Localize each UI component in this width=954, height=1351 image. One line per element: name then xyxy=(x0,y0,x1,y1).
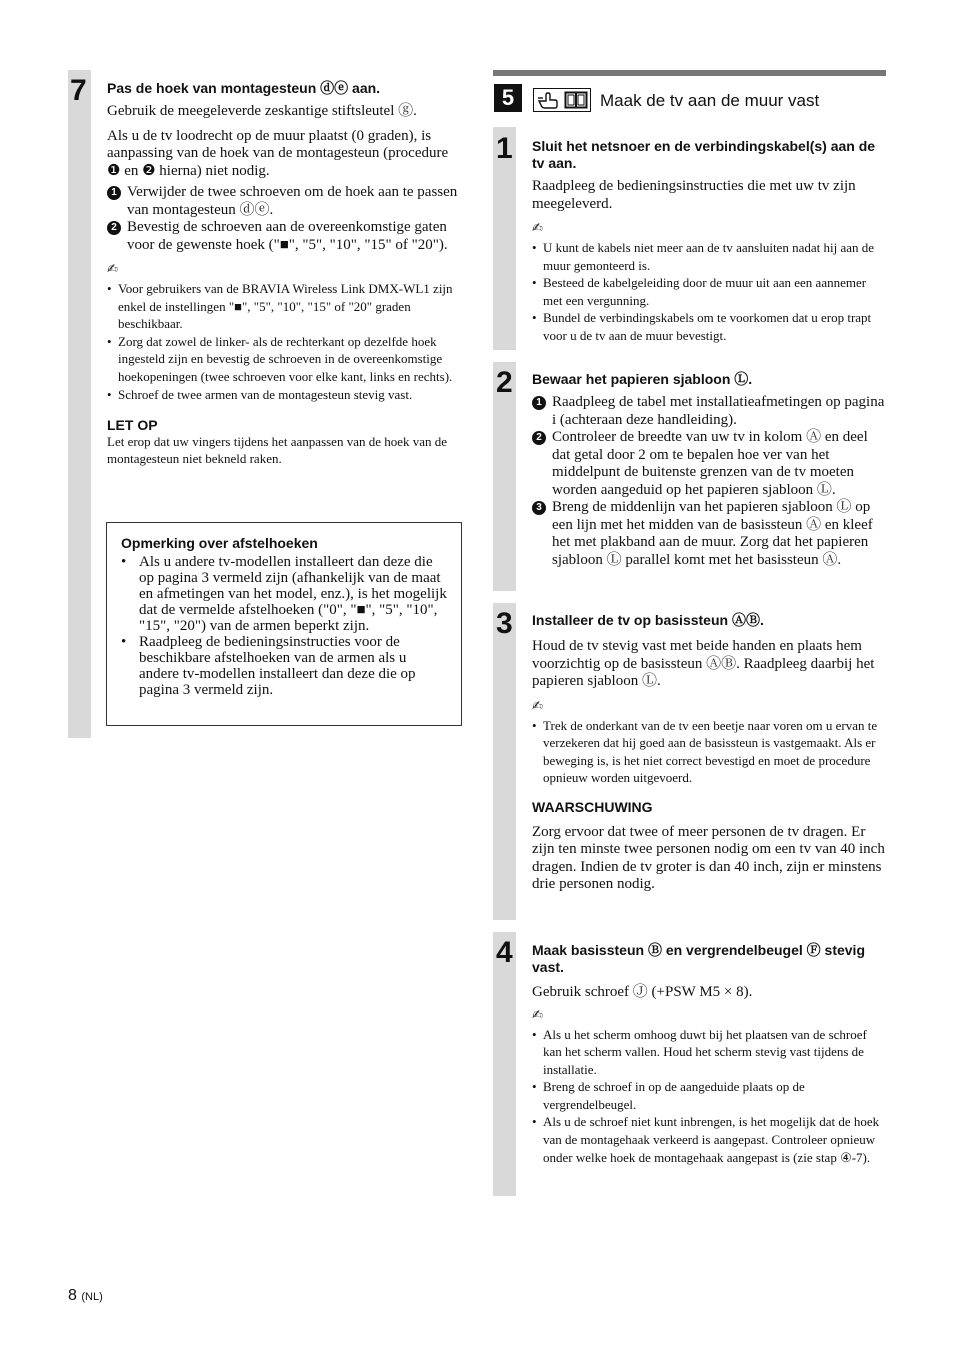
step-2-content xyxy=(532,371,886,569)
note-pencil-icon: ✍ xyxy=(532,221,543,236)
circled-number: 1 xyxy=(532,396,546,410)
section-top-rule xyxy=(493,70,886,76)
circled-number: 2 xyxy=(107,221,121,235)
note-pencil-icon: ✍ xyxy=(532,698,543,714)
step-3-body: Houd de tv stevig vast met beide handen en plaats hem voorzichtig op de basissteun ⒶⒷ. Raadpleeg daarbij het papieren sjabloon Ⓛ. xyxy=(532,638,875,689)
step-4-body: Gebruik schroef Ⓙ (+PSW M5 × 8). xyxy=(532,984,753,1000)
step-4-number: 4 xyxy=(496,936,512,969)
hand-pointer-icon xyxy=(537,91,559,109)
circled-number: 2 xyxy=(532,431,546,445)
step-3-notes xyxy=(532,717,886,787)
note-item: • Trek de onderkant van de tv een beetje naar voren om u ervan te verzekeren dat hij goed aan de basissteun is vastgemaakt. Als er beweging is, is het niet correct bevestigd en moet de procedure opnieuw worden uitgevoerd. xyxy=(532,717,886,787)
note-item: • Voor gebruikers van de BRAVIA Wireless Link DMX-WL1 zijn enkel de instellingen "■", "5", "10", "15" of "20" graden beschikbaar. xyxy=(107,280,462,333)
section-number: 5 xyxy=(494,84,522,112)
caution-text: Let erop dat uw vingers tijdens het aanpassen van de hoek van de montagesteun niet bekneld raken. xyxy=(107,434,448,466)
step-3-content xyxy=(532,612,886,898)
step-4-bar xyxy=(493,932,516,1196)
section-icons xyxy=(533,88,591,112)
page-number: 8 xyxy=(68,1287,77,1304)
step-1-number: 1 xyxy=(496,132,512,165)
step-3-number: 3 xyxy=(496,607,512,640)
step-7-title: Pas de hoek van montagesteun ⓓⓔ aan. xyxy=(107,80,381,96)
procedure-item xyxy=(107,219,462,254)
procedure-text: Verwijder de twee schroeven om de hoek aan te passen van montagesteun ⓓⓔ. xyxy=(127,184,458,218)
step-4-notes xyxy=(532,1026,886,1167)
step-2-procedure xyxy=(532,394,886,569)
procedure-text: Raadpleeg de tabel met installatieafmetingen op pagina i (achteraan deze handleiding). xyxy=(552,394,885,428)
step-7-para-1: Gebruik de meegeleverde zeskantige stiftsleutel ⓖ. xyxy=(107,103,417,119)
page-footer xyxy=(68,1287,103,1305)
adjustment-angle-note-box xyxy=(106,522,462,726)
step-3-bar xyxy=(493,603,516,920)
box-title: Opmerking over afstelhoeken xyxy=(121,535,318,551)
note-pencil-icon: ✍ xyxy=(107,262,118,277)
step-3-title: Installeer de tv op basissteun ⒶⒷ. xyxy=(532,612,764,628)
procedure-item xyxy=(532,499,886,569)
box-list-item: • Raadpleeg de bedieningsinstructies voor de beschikbare afstelhoeken van de armen als u andere tv-modellen installeert dan deze die op pagina 3 vermeld zijn. xyxy=(121,634,447,698)
procedure-text: Controleer de breedte van uw tv in kolom Ⓐ en deel dat getal door 2 om te bepalen hoe ver van het middelpunt de buitenste grenzen van de tv moeten worden aangeduid op het papieren sjabloon Ⓛ. xyxy=(552,429,868,498)
note-item: • Als u de schroef niet kunt inbrengen, is het mogelijk dat de hoek van de montagehaak verkeerd is aangepast. Controleer opnieuw onder welke hoek de montagehaak aangepast is (zie stap ④-7). xyxy=(532,1113,886,1166)
note-item: • Besteed de kabelgeleiding door de muur uit aan een aannemer met een vergunning. xyxy=(532,274,886,309)
step-7-number: 7 xyxy=(70,74,86,107)
note-item: • Zorg dat zowel de linker- als de rechterkant op dezelfde hoek ingesteld zijn en bevestig de schroeven in de overeenkomstige hoekopeningen (twee schroeven voor elke kant, links en rechts). xyxy=(107,333,462,386)
procedure-text: Breng de middenlijn van het papieren sjabloon Ⓛ op een lijn met het midden van de basissteun Ⓐ en kleef het met plakband aan de muur. Zorg dat het papieren sjabloon Ⓛ parallel komt met het basissteun Ⓐ. xyxy=(552,499,873,568)
procedure-item xyxy=(107,184,462,219)
box-list xyxy=(121,554,447,698)
step-1-notes xyxy=(532,239,886,345)
step-4-content xyxy=(532,942,886,1166)
step-4-title: Maak basissteun Ⓑ en vergrendelbeugel Ⓕ stevig vast. xyxy=(532,942,865,975)
step-7-procedure xyxy=(107,184,462,254)
procedure-item xyxy=(532,394,886,429)
note-item: • Bundel de verbindingskabels om te voorkomen dat u erop trapt voor u de tv aan de muur bevestigt. xyxy=(532,309,886,344)
step-1-title: Sluit het netsnoer en de verbindingskabel(s) aan de tv aan. xyxy=(532,138,876,171)
procedure-item xyxy=(532,429,886,499)
caution-title: LET OP xyxy=(107,417,158,434)
book-icon xyxy=(564,91,588,109)
step-7-content xyxy=(107,80,462,467)
step-1-body: Raadpleeg de bedieningsinstructies die met uw tv zijn meegeleverd. xyxy=(532,178,856,212)
warning-title: WAARSCHUWING xyxy=(532,798,653,815)
language-code: (NL) xyxy=(81,1291,103,1303)
note-pencil-icon: ✍ xyxy=(532,1007,543,1023)
step-7-para-2: Als u de tv loodrecht op de muur plaatst (0 graden), is aanpassing van de hoek van de montagesteun (procedure ❶ en ❷ hierna) niet nodig. xyxy=(107,127,449,179)
step-2-number: 2 xyxy=(496,366,512,399)
step-7-bar xyxy=(68,70,91,738)
step-7-notes xyxy=(107,280,462,403)
note-item: • Als u het scherm omhoog duwt bij het plaatsen van de schroef kan het scherm vallen. Houd het scherm stevig vast tijdens de installatie. xyxy=(532,1026,886,1079)
procedure-text: Bevestig de schroeven aan de overeenkomstige gaten voor de gewenste hoek ("■", "5", "10", "15" of "20"). xyxy=(127,219,448,253)
box-list-item: • Als u andere tv-modellen installeert dan deze die op pagina 3 vermeld zijn (afhankelijk van de maat en afmetingen van het model, enz.), is het mogelijk dat de vermelde afstelhoeken ("0", "■", "5", "10", "15", "20") van de armen beperkt zijn. xyxy=(121,554,447,634)
circled-number: 3 xyxy=(532,501,546,515)
step-1-content xyxy=(532,138,886,345)
circled-number: 1 xyxy=(107,186,121,200)
note-item: • Schroef de twee armen van de montagesteun stevig vast. xyxy=(107,386,462,404)
warning-text: Zorg ervoor dat twee of meer personen de tv dragen. Er zijn ten minste twee personen nodig om een tv van 40 inch dragen. Indien de tv groter is dan 40 inch, zijn er minstens drie personen nodig. xyxy=(532,823,885,893)
note-item: • U kunt de kabels niet meer aan de tv aansluiten nadat hij aan de muur gemonteerd is. xyxy=(532,239,886,274)
note-item: • Breng de schroef in op de aangeduide plaats op de vergrendelbeugel. xyxy=(532,1078,886,1113)
step-2-title: Bewaar het papieren sjabloon Ⓛ. xyxy=(532,371,753,387)
section-title: Maak de tv aan de muur vast xyxy=(600,91,820,110)
